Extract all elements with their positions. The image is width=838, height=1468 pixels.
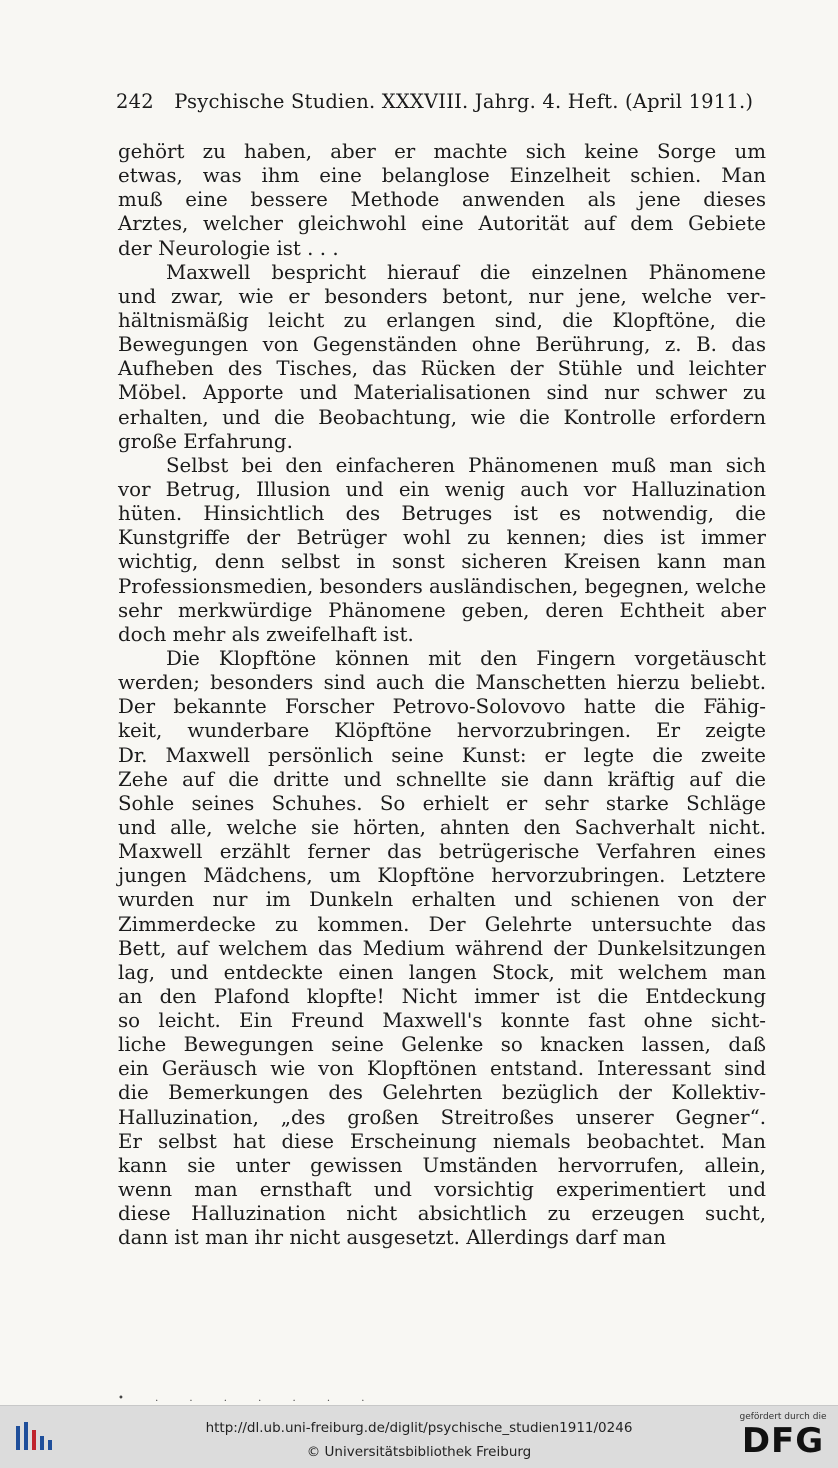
dfg-logo: [738, 1412, 828, 1464]
text-line: Selbst bei den einfacheren Phänomenen muß man sich: [166, 453, 766, 477]
text-line: Dr. Maxwell persönlich seine Kunst: er legte die zweite: [118, 743, 766, 767]
text-line: doch mehr als zweifelhaft ist.: [118, 622, 414, 646]
text-line: wurden nur im Dunkeln erhalten und schienen von der: [118, 888, 766, 912]
text-line: kann sie unter gewissen Umständen hervorrufen, allein,: [118, 1153, 766, 1177]
text-line: Professionsmedien, besonders ausländischen, begegnen, welche: [118, 574, 767, 598]
text-line: keit, wunderbare Klöpftöne hervorzubringen. Er zeigte: [118, 719, 766, 743]
text-line: so leicht. Ein Freund Maxwell's konnte fast ohne sicht-: [118, 1009, 766, 1033]
text-line: Bett, auf welchem das Medium während der Dunkelsitzungen: [118, 936, 766, 960]
text-line: wenn man ernsthaft und vorsichtig experimentiert und: [118, 1178, 766, 1202]
footnote-fragment: • . . . . . . .: [118, 1393, 379, 1404]
text-line: der Neurologie ist . . .: [118, 236, 339, 260]
text-line: muß eine bessere Methode anwenden als jene dieses: [118, 188, 766, 212]
text-line: lag, und entdeckte einen langen Stock, mit welchem man: [118, 960, 766, 984]
copyright-notice: © Universitätsbibliothek Freiburg: [306, 1444, 532, 1460]
text-line: diese Halluzination nicht absichtlich zu erzeugen sucht,: [118, 1202, 766, 1226]
page-number: 242: [116, 90, 154, 113]
text-line: Er selbst hat diese Erscheinung niemals beobachtet. Man: [118, 1129, 766, 1153]
text-line: Zehe auf die dritte und schnellte sie dann kräftig auf die: [118, 767, 766, 791]
text-line: Maxwell bespricht hierauf die einzelnen Phänomene: [166, 260, 766, 284]
text-line: vor Betrug, Illusion und ein wenig auch vor Halluzination: [118, 477, 766, 501]
text-line: dann ist man ihr nicht ausgesetzt. Allerdings darf man: [118, 1226, 667, 1250]
text-line: Halluzination, „des großen Streitroßes unserer Gegner“.: [118, 1105, 766, 1129]
text-line: gehört zu haben, aber er machte sich keine Sorge um: [118, 140, 766, 163]
running-title: Psychische Studien. XXXVIII. Jahrg. 4. Heft. (April 1911.): [174, 90, 754, 113]
text-line: und zwar, wie er besonders betont, nur jene, welche ver-: [118, 284, 766, 308]
text-line: hältnismäßig leicht zu erlangen sind, die Klopftöne, die: [118, 308, 766, 332]
dfg-logo-text: DFG: [741, 1421, 825, 1461]
text-line: Aufheben des Tisches, das Rücken der Stühle und leichter: [118, 357, 766, 381]
text-line: wichtig, denn selbst in sonst sicheren Kreisen kann man: [118, 550, 766, 574]
dfg-caption: gefördert durch die: [739, 1412, 827, 1422]
text-line: hüten. Hinsichtlich des Betruges ist es notwendig, die: [118, 502, 766, 526]
text-line: sehr merkwürdige Phänomene geben, deren Echtheit aber: [118, 598, 766, 622]
text-line: und alle, welche sie hörten, ahnten den Sachverhalt nicht.: [118, 815, 766, 839]
text-line: etwas, was ihm eine belanglose Einzelheit schien. Man: [118, 164, 766, 188]
text-line: Bewegungen von Gegenständen ohne Berührung, z. B. das: [118, 333, 766, 357]
text-line: an den Plafond klopfte! Nicht immer ist die Entdeckung: [118, 984, 766, 1008]
text-line: Sohle seines Schuhes. So erhielt er sehr starke Schläge: [118, 791, 766, 815]
text-line: Möbel. Apporte und Materialisationen sind nur schwer zu: [118, 381, 766, 405]
text-line: jungen Mädchens, um Klopftöne hervorzubringen. Letztere: [118, 864, 766, 888]
text-line: Kunstgriffe der Betrüger wohl zu kennen; dies ist immer: [118, 526, 766, 550]
text-line: Maxwell erzählt ferner das betrügerische Verfahren eines: [118, 840, 766, 864]
text-line: Der bekannte Forscher Petrovo-Solovovo hatte die Fähig-: [118, 695, 766, 719]
running-header: [116, 90, 778, 113]
text-line: Zimmerdecke zu kommen. Der Gelehrte untersuchte das: [118, 912, 766, 936]
text-line: große Erfahrung.: [118, 429, 293, 453]
source-url[interactable]: http://dl.ub.uni-freiburg.de/diglit/psychische_studien1911/0246: [205, 1420, 633, 1436]
text-line: Die Klopftöne können mit den Fingern vorgetäuscht: [166, 646, 766, 670]
text-line: die Bemerkungen des Gelehrten bezüglich der Kollektiv-: [118, 1081, 766, 1105]
body-text: [118, 140, 766, 1250]
text-line: ein Geräusch wie von Klopftönen entstand. Interessant sind: [118, 1057, 766, 1081]
text-line: Arztes, welcher gleichwohl eine Autorität auf dem Gebiete: [118, 212, 766, 236]
text-line: erhalten, und die Beobachtung, wie die Kontrolle erfordern: [118, 405, 766, 429]
text-line: werden; besonders sind auch die Manschetten hierzu beliebt.: [118, 671, 766, 695]
viewer-footer: [0, 1405, 838, 1468]
text-line: liche Bewegungen seine Gelenke so knacken lassen, daß: [118, 1033, 766, 1057]
